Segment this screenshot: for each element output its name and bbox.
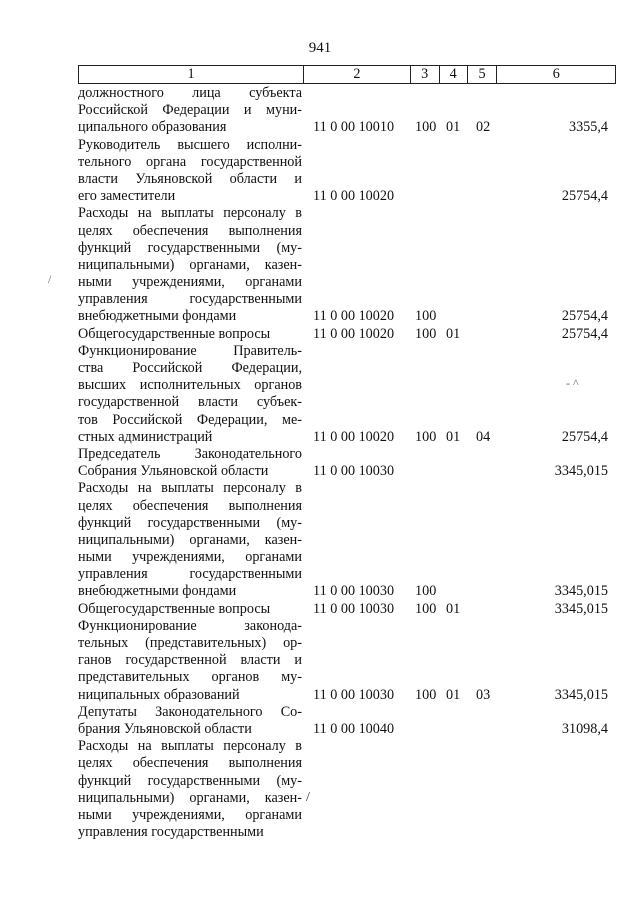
amount-value: 3345,015 — [554, 600, 608, 617]
section-code: 01 — [446, 686, 461, 703]
description-line: его заместители — [78, 188, 176, 205]
description-line: ниципальными) органами, казен- — [78, 789, 302, 806]
target-article-code: 11 0 00 10020 — [313, 188, 395, 205]
table-row — [78, 601, 616, 618]
description-line: целях обеспечения выполнения — [78, 222, 302, 239]
header-col-4: 4 — [440, 66, 468, 83]
header-col-5: 5 — [468, 66, 498, 83]
page-number: 941 — [308, 40, 332, 56]
description-line: управления государственными — [78, 291, 302, 308]
description-line: представительных органов му- — [78, 669, 302, 686]
description-line: государственной власти субъек- — [78, 394, 302, 411]
description-line: ниципальных образований — [78, 686, 240, 703]
description-line: брания Ульяновской области — [78, 720, 252, 737]
description-line: целях обеспечения выполнения — [78, 497, 302, 514]
expense-type-code: 100 — [415, 686, 437, 703]
scan-mark: / — [306, 790, 310, 805]
description-line: Расходы на выплаты персоналу в — [78, 480, 302, 497]
description-line: Общегосударственные вопросы — [78, 325, 271, 342]
target-article-code: 11 0 00 10020 — [313, 308, 395, 325]
subsection-code: 04 — [476, 428, 491, 445]
table-row — [78, 205, 616, 325]
subsection-code: 03 — [476, 686, 491, 703]
target-article-code: 11 0 00 10010 — [313, 119, 395, 136]
header-col-3: 3 — [411, 66, 440, 83]
amount-value: 25754,4 — [561, 325, 608, 342]
row-description — [78, 205, 302, 325]
description-line: власти Ульяновской области и — [78, 170, 302, 187]
expense-type-code: 100 — [415, 119, 437, 136]
amount-value: 25754,4 — [561, 188, 608, 205]
table-row — [78, 85, 616, 137]
description-line: Функционирование законода- — [78, 617, 302, 634]
table-row — [78, 618, 616, 704]
amount-value: 3345,015 — [554, 463, 608, 480]
description-line: целях обеспечения выполнения — [78, 755, 302, 772]
amount-value: 25754,4 — [561, 308, 608, 325]
table-row — [78, 446, 616, 480]
section-code: 01 — [446, 428, 461, 445]
description-line: стных администраций — [78, 428, 213, 445]
description-line: Руководитель высшего исполни- — [78, 136, 302, 153]
table-row — [78, 704, 616, 738]
expense-type-code: 100 — [415, 428, 437, 445]
description-line: Общегосударственные вопросы — [78, 600, 271, 617]
row-description — [78, 704, 302, 738]
description-line: Депутаты Законодательного Со- — [78, 703, 302, 720]
table-header — [78, 65, 616, 84]
target-article-code: 11 0 00 10040 — [313, 720, 395, 737]
target-article-code: 11 0 00 10020 — [313, 428, 395, 445]
expense-type-code: 100 — [415, 308, 437, 325]
scan-mark: / — [48, 272, 52, 286]
description-line: внебюджетными фондами — [78, 308, 237, 325]
amount-value: 3345,015 — [554, 583, 608, 600]
description-line: ниципальными) органами, казен- — [78, 531, 302, 548]
table-row — [78, 326, 616, 343]
description-line: тельных (представительных) ор- — [78, 635, 302, 651]
description-line: ства Российской Федерации, — [78, 360, 302, 376]
description-line: функций государственными (му- — [78, 514, 302, 531]
row-description — [78, 618, 302, 704]
table-row — [78, 343, 616, 446]
row-description — [78, 137, 302, 206]
target-article-code: 11 0 00 10030 — [313, 686, 395, 703]
subsection-code: 02 — [476, 119, 491, 136]
header-col-2: 2 — [304, 66, 411, 83]
description-line: высших исполнительных органов — [78, 377, 302, 394]
description-line: Расходы на выплаты персоналу в — [78, 205, 302, 222]
table-row — [78, 738, 616, 841]
budget-table-body — [78, 85, 616, 841]
section-code: 01 — [446, 600, 461, 617]
section-code: 01 — [446, 119, 461, 136]
expense-type-code: 100 — [415, 600, 437, 617]
description-line: тов Российской Федерации, ме- — [78, 411, 302, 428]
description-line: ными учреждениями, органами — [78, 549, 302, 566]
description-line: управления государственными — [78, 824, 264, 841]
target-article-code: 11 0 00 10030 — [313, 600, 395, 617]
row-description — [78, 85, 302, 137]
description-line: Расходы на выплаты персоналу в — [78, 738, 302, 755]
description-line: ганов государственной власти и — [78, 652, 302, 669]
row-description — [78, 738, 302, 841]
description-line: Российской Федерации и муни- — [78, 102, 302, 119]
section-code: 01 — [446, 325, 461, 342]
expense-type-code: 100 — [415, 583, 437, 600]
description-line: Собрания Ульяновской области — [78, 463, 269, 480]
description-line: ными учреждениями, органами — [78, 806, 302, 823]
row-description — [78, 601, 302, 618]
table-row — [78, 480, 616, 600]
target-article-code: 11 0 00 10030 — [313, 463, 395, 480]
expense-type-code: 100 — [415, 325, 437, 342]
description-line: ципального образования — [78, 119, 227, 136]
row-description — [78, 343, 302, 446]
header-col-1: 1 — [79, 66, 304, 83]
row-description — [78, 326, 302, 343]
description-line: должностного лица субъекта — [78, 85, 302, 101]
description-line: Председатель Законодательного — [78, 445, 302, 462]
row-description — [78, 446, 302, 480]
target-article-code: 11 0 00 10020 — [313, 325, 395, 342]
description-line: ниципальными) органами, казен- — [78, 256, 302, 273]
description-line: ными учреждениями, органами — [78, 274, 302, 291]
header-col-6: 6 — [552, 66, 560, 82]
description-line: функций государственными (му- — [78, 772, 302, 789]
table-row — [78, 137, 616, 206]
row-description — [78, 480, 302, 600]
scan-mark: - ^ — [566, 376, 579, 390]
amount-value: 31098,4 — [561, 720, 608, 737]
description-line: функций государственными (му- — [78, 239, 302, 256]
description-line: внебюджетными фондами — [78, 583, 237, 600]
amount-value: 25754,4 — [561, 428, 608, 445]
description-line: тельного органа государственной — [78, 153, 302, 170]
description-line: Функционирование Правитель- — [78, 342, 302, 359]
description-line: управления государственными — [78, 566, 302, 583]
target-article-code: 11 0 00 10030 — [313, 583, 395, 600]
amount-value: 3355,4 — [568, 119, 608, 136]
amount-value: 3345,015 — [554, 686, 608, 703]
